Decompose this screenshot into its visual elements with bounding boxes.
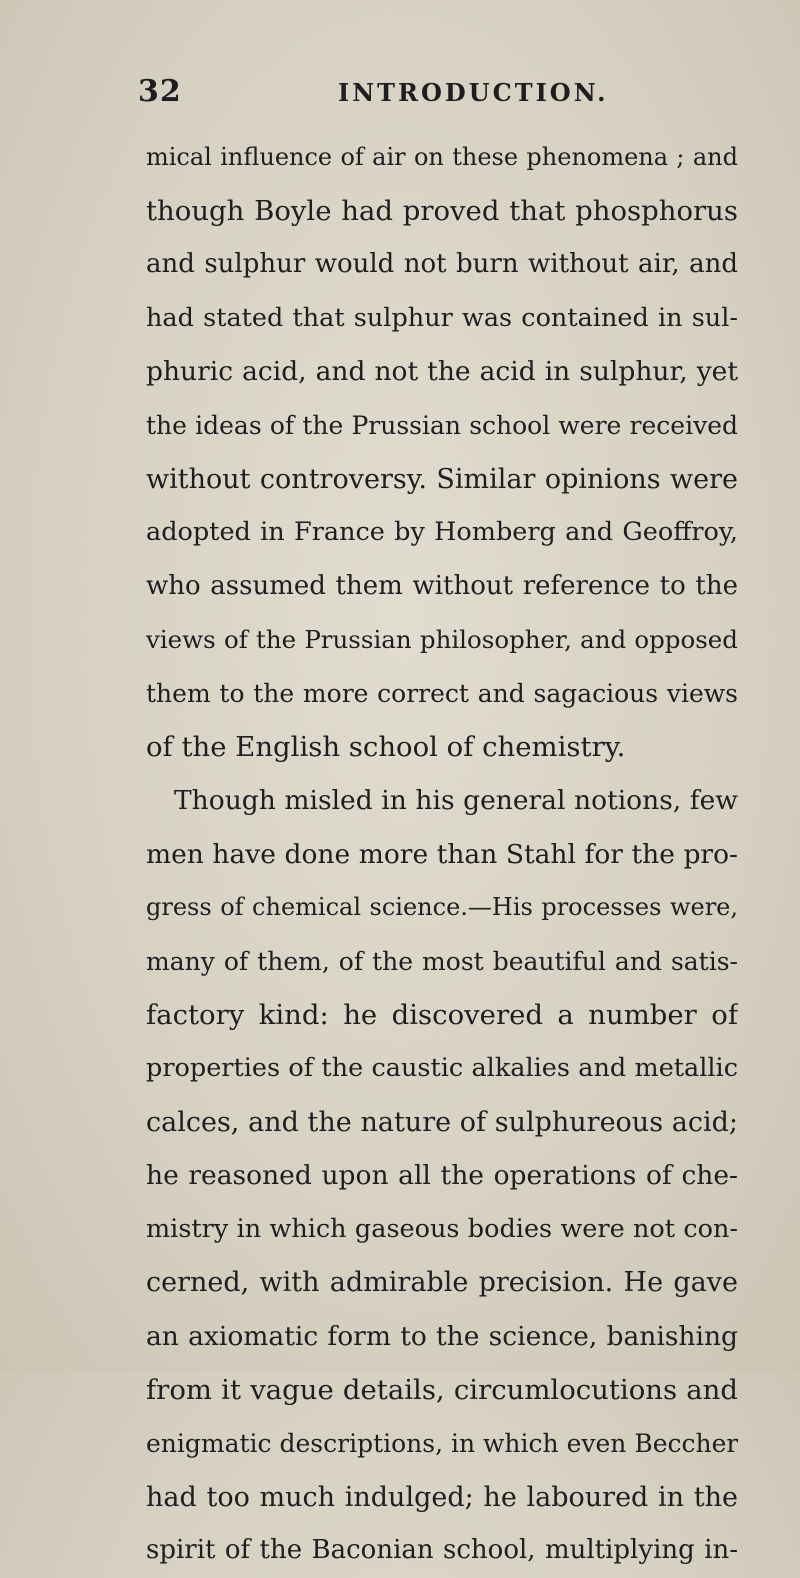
text-line: Though misled in his general notions, few (174, 785, 738, 817)
text-line: spirit of the Baconian school, multiplying in- (146, 1535, 738, 1566)
page-number: 32 (138, 74, 182, 109)
text-line: though Boyle had proved that phosphorus (146, 194, 738, 227)
text-line: calces, and the nature of sulphureous acid; (146, 1106, 738, 1138)
text-line: men have done more than Stahl for the pro- (146, 838, 738, 870)
text-line: an axiomatic form to the science, banishing (146, 1321, 738, 1353)
text-line: many of them, of the most beautiful and satis- (146, 946, 738, 976)
text-line: properties of the caustic alkalies and metallic (146, 1053, 738, 1084)
text-line: adopted in France by Homberg and Geoffroy, (146, 517, 738, 548)
text-line: phuric acid, and not the acid in sulphur, yet (146, 356, 738, 388)
text-line: the ideas of the Prussian school were received (146, 410, 738, 440)
text-line: gress of chemical science.—His processes were, (146, 893, 738, 922)
text-line: them to the more correct and sagacious views (146, 678, 738, 708)
text-line: of the English school of chemistry. (146, 730, 626, 763)
text-line: and sulphur would not burn without air, and (146, 249, 738, 280)
text-line: mistry in which gaseous bodies were not con- (146, 1213, 738, 1244)
text-line: from it vague details, circumlocutions and (146, 1373, 738, 1406)
body-text (146, 131, 738, 1578)
running-head (138, 74, 738, 114)
text-line: had too much indulged; he laboured in the (146, 1481, 738, 1513)
text-line: had stated that sulphur was contained in sul- (146, 302, 738, 333)
text-line: mical influence of air on these phenomena ; and (146, 143, 738, 171)
text-line: enigmatic descriptions, in which even Beccher (146, 1429, 738, 1459)
text-line: factory kind: he discovered a number of (146, 998, 738, 1031)
text-line: views of the Prussian philosopher, and opposed (146, 625, 738, 655)
text-line: cerned, with admirable precision. He gave (146, 1267, 738, 1299)
text-line: without controversy. Similar opinions were (146, 463, 738, 495)
text-line: he reasoned upon all the operations of che- (146, 1160, 738, 1192)
running-title: INTRODUCTION. (338, 78, 609, 107)
text-line: who assumed them without reference to the (146, 570, 738, 601)
